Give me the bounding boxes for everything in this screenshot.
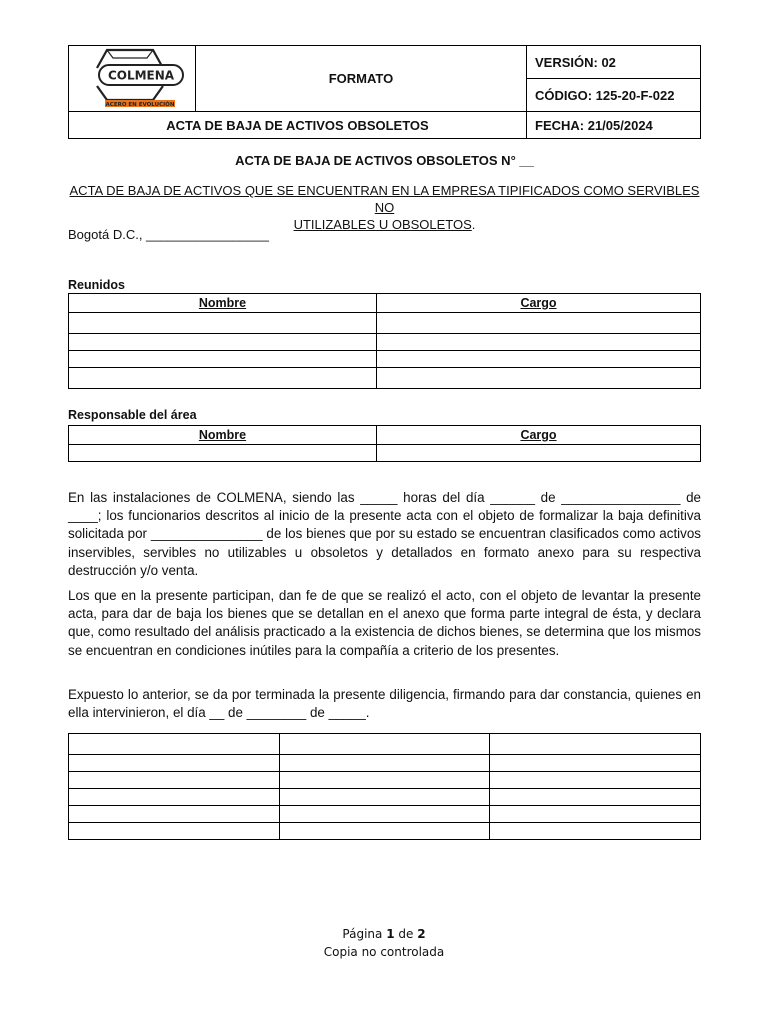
attendee-role-field[interactable] [377, 313, 701, 334]
city-date-line: Bogotá D.C., _________________ [68, 227, 269, 242]
document-header [68, 45, 701, 139]
signature-cell[interactable] [279, 755, 490, 772]
body-paragraph-2: Los que en la presente participan, dan fe de que se realizó el acto, con el objeto de levantar la presente acta, para dar de baja los bienes que se detallan en el anexo que forma parte integral de ésta, y declara que, como resultado del análisis practicado a la existencia de dichos bienes, se determina que los mismos se encuentran en condiciones inútiles para la compañía a criterio de los presentes. [68, 588, 701, 658]
attendee-name-field[interactable] [69, 313, 377, 334]
attendee-role-field[interactable] [377, 334, 701, 351]
manager-role-header: Cargo [377, 426, 701, 445]
table-row [69, 734, 701, 755]
signature-cell[interactable] [69, 734, 280, 755]
colmena-logo-icon [69, 46, 195, 108]
signature-cell[interactable] [490, 806, 701, 823]
signature-cell[interactable] [490, 755, 701, 772]
attendee-role-field[interactable] [377, 368, 701, 389]
page-mid: de [394, 927, 418, 941]
signature-cell[interactable] [279, 789, 490, 806]
logo-tagline: ACERO EN EVOLUCIÓN [105, 102, 175, 108]
page-total: 2 [417, 927, 426, 941]
subtitle-line-1: ACTA DE BAJA DE ACTIVOS QUE SE ENCUENTRAN EN LA EMPRESA TIPIFICADOS COMO SERVIBLES NO [69, 183, 700, 215]
attendee-name-field[interactable] [69, 351, 377, 368]
area-manager-label: Responsable del área [68, 408, 197, 422]
page-current: 1 [386, 927, 395, 941]
document-title: ACTA DE BAJA DE ACTIVOS OBSOLETOS N° __ [235, 153, 534, 168]
signature-cell[interactable] [279, 806, 490, 823]
signature-cell[interactable] [69, 755, 280, 772]
header-acta-title: ACTA DE BAJA DE ACTIVOS OBSOLETOS [69, 112, 527, 139]
table-row [69, 806, 701, 823]
code-cell: CÓDIGO: 125-20-F-022 [527, 79, 701, 112]
signature-cell[interactable] [490, 734, 701, 755]
signature-cell[interactable] [279, 772, 490, 789]
attendees-label: Reunidos [68, 278, 125, 292]
table-row [69, 351, 701, 368]
copy-note: Copia no controlada [323, 945, 445, 959]
manager-name-field[interactable] [69, 445, 377, 462]
signature-cell[interactable] [279, 823, 490, 840]
table-row [69, 313, 701, 334]
signature-cell[interactable] [69, 772, 280, 789]
company-logo [69, 46, 196, 112]
table-row [69, 755, 701, 772]
signature-cell[interactable] [279, 734, 490, 755]
body-paragraph-3: Expuesto lo anterior, se da por terminada la presente diligencia, firmando para dar constancia, quienes en ella intervinieron, el día __ de ________ de _____. [68, 687, 701, 721]
table-row [69, 334, 701, 351]
table-row [69, 772, 701, 789]
signature-cell[interactable] [490, 772, 701, 789]
signature-cell[interactable] [69, 823, 280, 840]
signature-cell[interactable] [490, 789, 701, 806]
attendees-table [68, 293, 701, 389]
attendee-name-field[interactable] [69, 334, 377, 351]
body-paragraph-1: En las instalaciones de COLMENA, siendo las _____ horas del día ______ de ________________ de ____; los funcionarios descritos al inicio de la presente acta con el objeto de formalizar la baja definitiva solicitada por _______________ de los bienes que por su estado se encuentran clasificados como activos inservibles, servibles no utilizables u obsoletos y detallados en formato anexo para su respectiva destrucción y/o venta. [68, 490, 701, 578]
table-row [69, 445, 701, 462]
subtitle-period: . [471, 217, 476, 232]
document-subtitle [58, 182, 711, 233]
page-number [0, 927, 768, 941]
manager-role-field[interactable] [377, 445, 701, 462]
date-cell: FECHA: 21/05/2024 [527, 112, 701, 139]
logo-wordmark: COLMENA [107, 68, 175, 83]
subtitle-line-2: UTILIZABLES U OBSOLETOS [293, 217, 472, 232]
area-manager-table [68, 425, 701, 462]
page-prefix: Página [342, 927, 387, 941]
format-label: FORMATO [196, 46, 527, 112]
manager-name-header: Nombre [69, 426, 377, 445]
signature-cell[interactable] [69, 806, 280, 823]
table-row [69, 789, 701, 806]
signatures-table [68, 733, 701, 840]
version-cell: VERSIÓN: 02 [527, 46, 701, 79]
attendees-name-header: Nombre [69, 294, 377, 313]
signature-cell[interactable] [69, 789, 280, 806]
attendee-name-field[interactable] [69, 368, 377, 389]
signature-cell[interactable] [490, 823, 701, 840]
attendees-role-header: Cargo [377, 294, 701, 313]
table-row [69, 823, 701, 840]
attendee-role-field[interactable] [377, 351, 701, 368]
table-row [69, 368, 701, 389]
